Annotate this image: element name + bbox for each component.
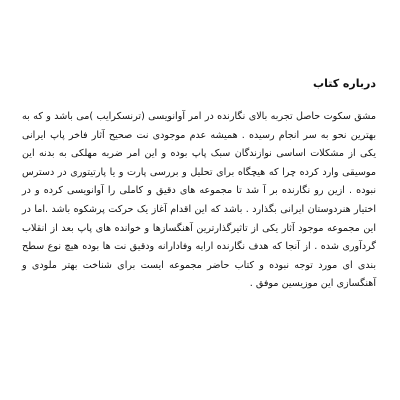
body-paragraph: مشق سکوت حاصل تجربه بالای نگارنده در امر آوانویسی (ترنسکرایب )می باشد و که به بهترین نحو به سر انجام رسیده . همیشه عدم موجودی نت صحیح آثار فاخر پاپ ایرانی یکی از مشکلات اساسی نوازندگان سبک پاپ بوده و این امر ضربه مهلکی به بدنه این موسیقی وارد کرده چرا که هیچگاه برای تحلیل و بررسی پارت و یا پارتیتوری در دسترس نبوده . ازین رو نگارنده بر آ شد تا مجموعه های دقیق و کاملی را آوانویسی کرده و در اختیار هنردوستان ایرانی بگذارد . باشد که این اقدام آغاز یک حرکت پرشکوه باشد .اما در این مجموعه موجود آثار یکی از تاثیرگذارترین آهنگسازها و خوانده های پاپ بعد از انقلاب گردآوری شده . از آنجا که هدف نگارنده ارایه وفادارانه ودقیق نت ها بوده هیچ نوع سطح بندی ای مورد توجه نبوده و کتاب حاضر مجموعه ایست برای شناخت بهتر ملودی و آهنگسازی این موزیسین موفق . xyxy=(22,111,376,290)
section-heading: درباره کتاب xyxy=(313,77,376,90)
